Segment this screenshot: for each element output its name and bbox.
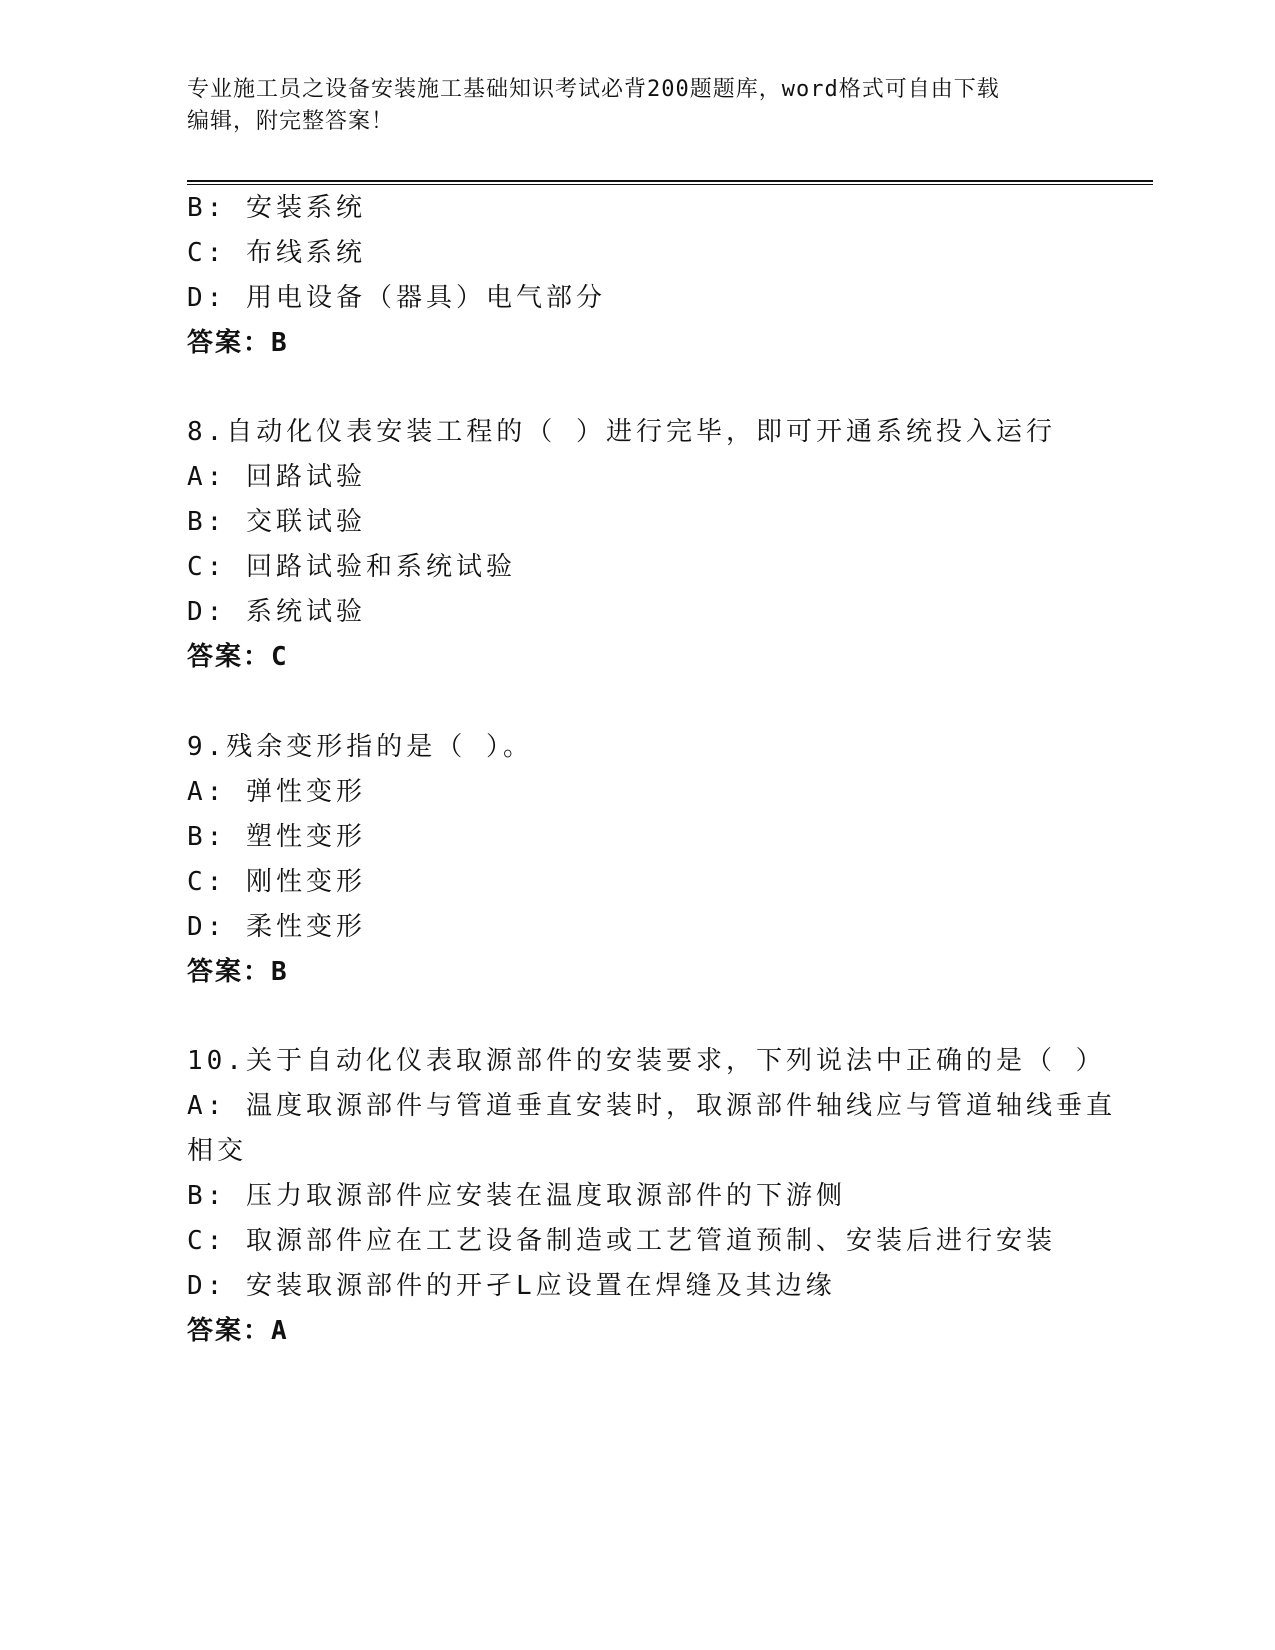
q8-option-a: A: 回路试验 <box>187 462 366 492</box>
q9-question: 9.残余变形指的是（ ）。 <box>187 732 533 762</box>
q8-question: 8.自动化仪表安装工程的（ ）进行完毕，即可开通系统投入运行 <box>187 417 1056 447</box>
header-line-1: 专业施工员之设备安装施工基础知识考试必背200题题库，word格式可自由下载 <box>187 77 1000 102</box>
q7-option-d: D: 用电设备（器具）电气部分 <box>187 283 606 313</box>
q9-option-d: D: 柔性变形 <box>187 912 366 942</box>
q10-question: 10.关于自动化仪表取源部件的安装要求，下列说法中正确的是（ ） <box>187 1046 1106 1076</box>
header-rule-thick <box>187 180 1153 182</box>
q10-option-a: A: 温度取源部件与管道垂直安装时，取源部件轴线应与管道轴线垂直 <box>187 1091 1116 1121</box>
q9-option-b: B: 塑性变形 <box>187 822 366 852</box>
q7-option-b: B: 安装系统 <box>187 193 366 223</box>
q7-answer: 答案：B <box>187 328 289 358</box>
q10-option-c: C: 取源部件应在工艺设备制造或工艺管道预制、安装后进行安装 <box>187 1226 1056 1256</box>
q10-option-b: B: 压力取源部件应安装在温度取源部件的下游侧 <box>187 1181 846 1211</box>
header-rule-thin <box>187 184 1153 185</box>
header-line-2: 编辑，附完整答案！ <box>187 109 395 134</box>
q8-option-b: B: 交联试验 <box>187 507 366 537</box>
q9-answer: 答案：B <box>187 957 289 987</box>
q10-option-a-continued: 相交 <box>187 1136 248 1166</box>
q7-option-c: C: 布线系统 <box>187 238 366 268</box>
q9-option-c: C: 刚性变形 <box>187 867 366 897</box>
document-header <box>187 74 1067 138</box>
q8-answer: 答案：C <box>187 642 289 672</box>
q8-option-d: D: 系统试验 <box>187 597 366 627</box>
q8-option-c: C: 回路试验和系统试验 <box>187 552 516 582</box>
q9-option-a: A: 弹性变形 <box>187 777 366 807</box>
q10-option-d: D: 安装取源部件的开孑L应设置在焊缝及其边缘 <box>187 1271 836 1301</box>
q10-answer: 答案：A <box>187 1316 289 1346</box>
